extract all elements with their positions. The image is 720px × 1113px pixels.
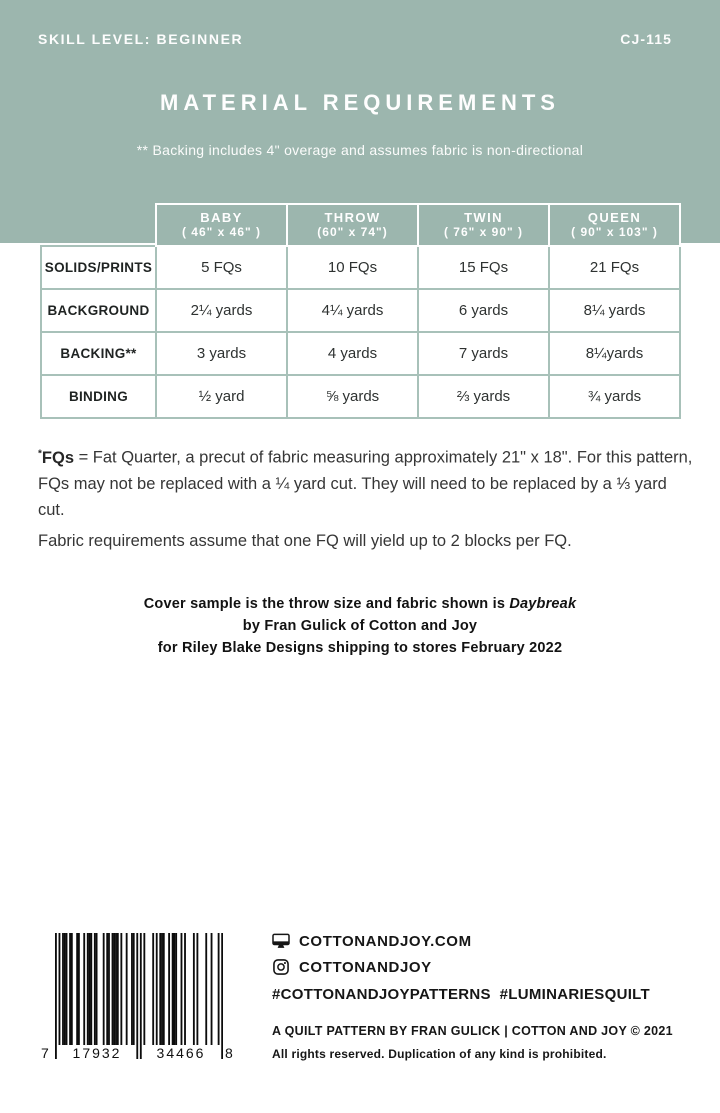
- barcode-bars: [55, 933, 223, 1059]
- table-cell: 4 yards: [287, 332, 418, 375]
- website-label: COTTONANDJOY.COM: [299, 932, 472, 950]
- table-corner-cell: [41, 204, 156, 246]
- backing-note: ** Backing includes 4" overage and assumes fabric is non-directional: [136, 142, 584, 158]
- table-row: [41, 375, 680, 418]
- fabric-collection-name: Daybreak: [509, 596, 577, 612]
- table-cell: 6 yards: [418, 289, 549, 332]
- row-label: BACKGROUND: [41, 289, 156, 332]
- page-title: MATERIAL REQUIREMENTS: [160, 90, 560, 115]
- table-cell: 8¼yards: [549, 332, 680, 375]
- cover-sample-note: [0, 593, 720, 659]
- fq-term: *FQs: [38, 448, 74, 467]
- cover-sample-line2: by Fran Gulick of Cotton and Joy: [242, 618, 478, 634]
- table-cell: ⅔ yards: [418, 375, 549, 418]
- table-cell: 10 FQs: [287, 246, 418, 289]
- table-cell: 4¼ yards: [287, 289, 418, 332]
- website-line: [272, 932, 650, 950]
- instagram-icon: [272, 959, 290, 975]
- fq-definition-note: [38, 441, 696, 523]
- table-row: [41, 289, 680, 332]
- rights-line: All rights reserved. Duplication of any kind is prohibited.: [272, 1047, 607, 1061]
- table-cell: 5 FQs: [156, 246, 287, 289]
- monitor-icon: [272, 933, 290, 949]
- hashtag-patterns: #COTTONANDJOYPATTERNS: [272, 986, 491, 1003]
- hashtag-quilt: #LUMINARIESQUILT: [499, 986, 650, 1003]
- table-cell: 2¼ yards: [156, 289, 287, 332]
- column-header-queen: QUEEN ( 90" x 103" ): [549, 204, 680, 246]
- table-row: [41, 246, 680, 289]
- table-cell: 8¼ yards: [549, 289, 680, 332]
- cover-sample-line3: for Riley Blake Designs shipping to stores February 2022: [157, 640, 563, 656]
- cover-sample-line1: Cover sample is the throw size and fabric shown is Daybreak: [143, 596, 577, 612]
- copyright-line: A QUILT PATTERN BY FRAN GULICK | COTTON AND JOY © 2021: [272, 1024, 673, 1038]
- requirements-table: [40, 203, 681, 419]
- table-cell: 3 yards: [156, 332, 287, 375]
- instagram-label: COTTONANDJOY: [299, 958, 432, 976]
- column-header-throw: THROW (60" x 74"): [287, 204, 418, 246]
- table-cell: ¾ yards: [549, 375, 680, 418]
- table-cell: 7 yards: [418, 332, 549, 375]
- footer-info-block: [272, 932, 673, 1061]
- row-label: BACKING**: [41, 332, 156, 375]
- column-header-baby: BABY ( 46" x 46" ): [156, 204, 287, 246]
- instagram-line: [272, 958, 650, 976]
- table-row: [41, 332, 680, 375]
- barcode-digit-group2: 34466: [142, 1045, 220, 1061]
- fq-definition-text: = Fat Quarter, a precut of fabric measuring approximately 21" x 18". For this pattern, FQs may not be replaced with a ¼ yard cut. They will need to be replaced by a ⅓ yard cut.: [38, 448, 693, 519]
- hashtags-row: [272, 986, 650, 1003]
- table-cell: 15 FQs: [418, 246, 549, 289]
- pattern-code: CJ-115: [620, 31, 672, 47]
- column-header-twin: TWIN ( 76" x 90" ): [418, 204, 549, 246]
- row-label: SOLIDS/PRINTS: [41, 246, 156, 289]
- fabric-requirements-note: Fabric requirements assume that one FQ will yield up to 2 blocks per FQ.: [38, 532, 572, 550]
- row-label: BINDING: [41, 375, 156, 418]
- barcode-digit-right: 8: [225, 1045, 233, 1061]
- upc-barcode: [41, 933, 233, 1068]
- table-cell: ⅝ yards: [287, 375, 418, 418]
- table-cell: ½ yard: [156, 375, 287, 418]
- skill-level-label: SKILL LEVEL: BEGINNER: [38, 31, 244, 47]
- requirements-table-head: [41, 204, 680, 246]
- barcode-digit-left: 7: [41, 1045, 49, 1061]
- barcode-digit-group1: 17932: [58, 1045, 136, 1061]
- requirements-table-body: [41, 246, 680, 418]
- table-cell: 21 FQs: [549, 246, 680, 289]
